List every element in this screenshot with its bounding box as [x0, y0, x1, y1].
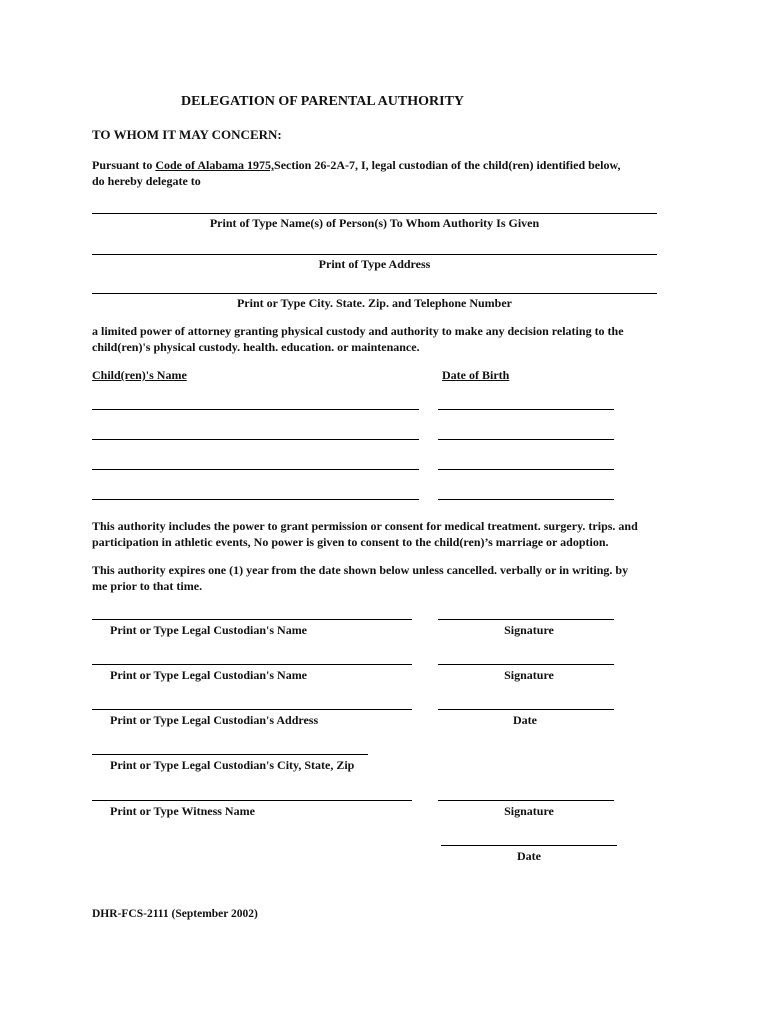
signature-label-2: Signature [504, 668, 554, 682]
code-of-alabama-link: Code of Alabama 1975, [155, 158, 275, 172]
date-label-2: Date [517, 849, 541, 863]
form-id: DHR-FCS-2111 (September 2002) [92, 908, 258, 920]
authority-text-line-1: This authority includes the power to grant permission or consent for medical treatment. surgery. trips. and [92, 519, 638, 533]
delegate-name-field[interactable] [92, 213, 657, 214]
intro-line-2: do hereby delegate to [92, 174, 201, 188]
date-field-2[interactable] [441, 845, 617, 846]
custodian-address-label: Print or Type Legal Custodian's Address [110, 713, 319, 727]
child-name-field[interactable] [92, 439, 419, 440]
intro-prefix: Pursuant to [92, 158, 156, 172]
child-name-header: Child(ren)'s Name [92, 368, 187, 382]
date-field-1[interactable] [438, 709, 614, 710]
child-dob-field[interactable] [438, 469, 614, 470]
dob-header: Date of Birth [442, 368, 510, 382]
delegate-address-field[interactable] [92, 254, 657, 255]
witness-name-field[interactable] [92, 800, 412, 801]
custodian-city-label: Print or Type Legal Custodian's City, State, Zip [110, 758, 355, 772]
delegate-city-field[interactable] [92, 293, 657, 294]
child-name-field[interactable] [92, 469, 419, 470]
delegate-city-label: Print or Type City. State. Zip. and Telephone Number [236, 296, 513, 310]
intro-rest: Section 26-2A-7, I, legal custodian of the child(ren) identified below, [274, 158, 621, 172]
expiry-text-line-2: me prior to that time. [92, 579, 203, 593]
custodian-city-field[interactable] [92, 754, 368, 755]
child-name-field[interactable] [92, 499, 419, 500]
child-dob-field[interactable] [438, 409, 614, 410]
custodian-name-field-1[interactable] [92, 619, 412, 620]
delegate-name-label: Print of Type Name(s) of Person(s) To Whom Authority Is Given [209, 216, 540, 230]
signature-label-3: Signature [504, 804, 554, 818]
expiry-text-line-1: This authority expires one (1) year from the date shown below unless cancelled. verbally or in writing. by [92, 563, 629, 577]
custodian-name-field-2[interactable] [92, 664, 412, 665]
power-text-line-2: child(ren)'s physical custody. health. education. or maintenance. [92, 340, 420, 354]
form-title: DELEGATION OF PARENTAL AUTHORITY [181, 94, 465, 109]
custodian-address-field[interactable] [92, 709, 412, 710]
date-label-1: Date [513, 713, 537, 727]
signature-field-3[interactable] [438, 800, 614, 801]
witness-name-label: Print or Type Witness Name [110, 804, 255, 818]
delegate-address-label: Print of Type Address [318, 257, 431, 271]
custodian-name-label-1: Print or Type Legal Custodian's Name [110, 623, 308, 637]
signature-field-1[interactable] [438, 619, 614, 620]
power-text-line-1: a limited power of attorney granting physical custody and authority to make any decision relating to the [92, 324, 624, 338]
child-name-field[interactable] [92, 409, 419, 410]
signature-field-2[interactable] [438, 664, 614, 665]
custodian-name-label-2: Print or Type Legal Custodian's Name [110, 668, 308, 682]
salutation: TO WHOM IT MAY CONCERN: [92, 127, 282, 142]
child-dob-field[interactable] [438, 499, 614, 500]
signature-label-1: Signature [504, 623, 554, 637]
authority-text-line-2: participation in athletic events, No power is given to consent to the child(ren)’s marriage or adoption. [92, 535, 609, 549]
child-dob-field[interactable] [438, 439, 614, 440]
intro-line-1 [92, 158, 620, 173]
